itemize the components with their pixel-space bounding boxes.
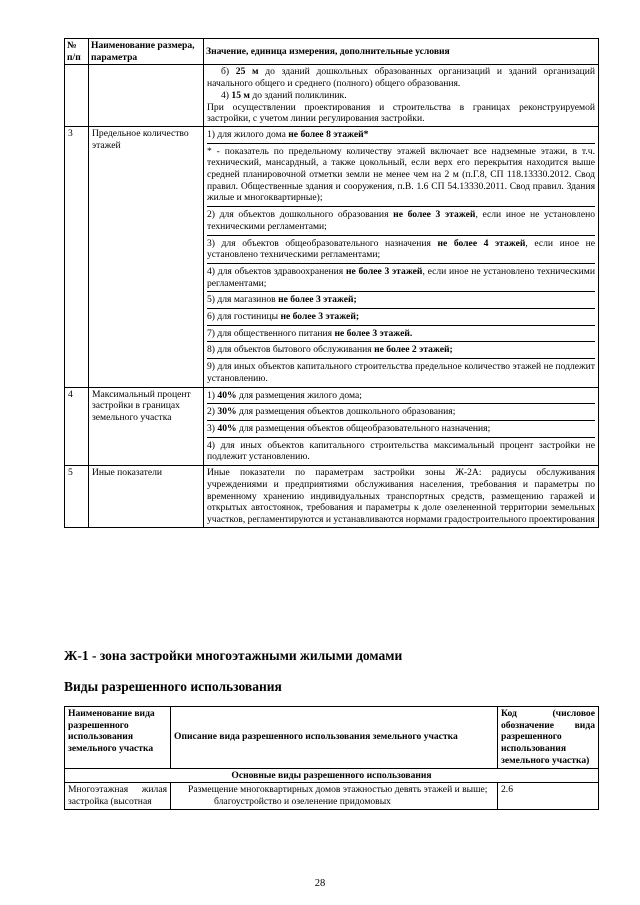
row3-name: Предельное количество этажей [89,126,204,387]
table-row [65,783,599,809]
cont-value-cell [204,65,599,127]
table-row-coverage [65,387,599,466]
use-name-cell: Многоэтажная жилая застройка (высотная [65,783,171,809]
permitted-use-table [64,706,599,810]
use-desc-line-1: Размещение многоквартирных домов этажностью девять этажей и выше; [188,784,488,796]
header-name: Наименование размера, параметра [89,39,204,65]
floors-item-7: 6) для гостиницы не более 3 этажей; [207,308,595,325]
coverage-item-4: 4) для иных объектов капитального строительства максимальный процент застройки не подлежит установлению. [207,437,595,465]
floors-item-1: 1) для жилого дома не более 8 этажей* [207,128,369,140]
cont-name-cell [89,65,204,127]
header-value: Значение, единица измерения, дополнительные условия [204,39,599,65]
row3-value [204,126,599,387]
main-uses-section: Основные виды разрешенного использования [65,768,599,783]
section-row [65,768,599,783]
floors-item-9: 8) для объектов бытового обслуживания не более 2 этажей; [207,341,595,358]
zone-heading: Ж-1 - зона застройки многоэтажными жилыми домами [64,648,403,663]
use-code-cell: 2.6 [498,783,599,809]
floors-item-2: * - показатель по предельному количеству этажей включает все надземные этажи, в т.ч. технический, мансардный, а также цокольный, если верх его перекрытия находится выше средней планировочной отметки земли не менее чем на 2 м (п.Г.8, СП 118.13330.2012. Свод правил. Общественные здания и сооружения, п.В. 1.6 СП 54.13330.2011. Свод правил. Здания жилые и многоквартирные); [207,143,595,207]
use-code-header: Код (числовое обозначение вида разрешенного использования земельного участка) [498,707,599,769]
cont-line-3: При осуществлении проектирования и строительства в границах реконструируемой застройки, с учетом линии регулирования застройки. [207,101,595,125]
section-heading: Виды разрешенного использования [64,679,282,694]
table-row-floors [65,126,599,387]
floors-item-10: 9) для иных объектов капитального строительства предельное количество этажей не подлежит установлению. [207,358,595,386]
floors-item-3: 2) для объектов дошкольного образования не более 3 этажей, если иное не установлено техническими регламентами; [207,206,595,234]
cont-num-cell [65,65,89,127]
coverage-item-2: 2) 30% для размещения объектов дошкольного образования; [207,403,595,420]
row5-name: Иные показатели [89,466,204,528]
floors-item-5: 4) для объектов здравоохранения не более 3 этажей, если иное не установлено техническими регламентами; [207,263,595,291]
header-num: № п/п [65,39,89,65]
floors-item-6: 5) для магазинов не более 3 этажей; [207,291,595,308]
parameters-table-header [65,39,599,65]
coverage-item-1: 1) 40% для размещения жилого дома; [207,389,362,401]
row3-num: 3 [65,126,89,387]
floors-item-8: 7) для общественного питания не более 3 этажей. [207,325,595,342]
cont-line-1: б) 25 м до зданий дошкольных образованных организаций и зданий организаций начального общего и среднего (полного) общего образования. [207,66,596,90]
cont-line-2: 4) 15 м до зданий поликлиник. [221,89,347,101]
row4-num: 4 [65,387,89,466]
row4-value [204,387,599,466]
floors-item-4: 3) для объектов общеобразовательного назначения не более 4 этажей, если иное не установлено техническими регламентами; [207,235,595,263]
coverage-item-3: 3) 40% для размещения объектов общеобразовательного назначения; [207,420,595,437]
table-row-continued [65,65,599,127]
row5-num: 5 [65,466,89,528]
use-desc-cell [171,783,498,809]
use-name-header: Наименование вида разрешенного использования земельного участка [65,707,171,769]
page-number: 28 [314,878,326,889]
permitted-use-header [65,707,599,769]
row5-value: Иные показатели по параметрам застройки зоны Ж-2А: радиусы обслуживания учреждениями и предприятиями обслуживания населения, требования и параметры по временному хранению индивидуальных транспортных средств, размещению гаражей и открытых автостоянок, требования и параметры к доле озелененной территории земельных участков, регламентируются и устанавливаются нормами градостроительного проектирования [204,466,599,528]
row4-name: Максимальный процент застройки в границах земельного участка [89,387,204,466]
use-desc-line-2: благоустройство и озеленение придомовых [214,795,391,807]
parameters-table [64,38,599,528]
use-desc-header: Описание вида разрешенного использования земельного участка [171,707,498,769]
table-row-other [65,466,599,528]
